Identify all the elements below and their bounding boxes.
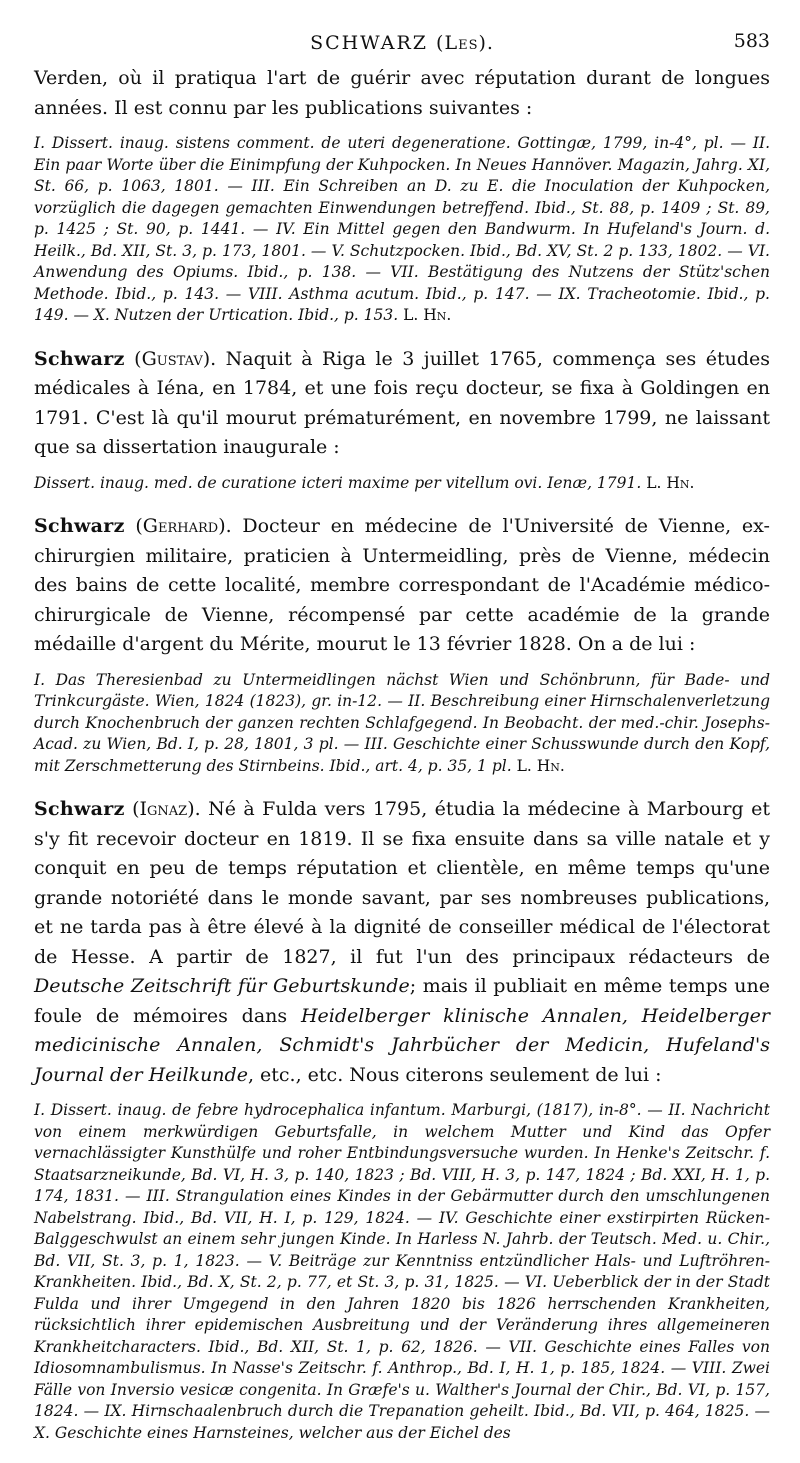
entry-continuation (34, 64, 770, 327)
gerhard-text (34, 512, 770, 660)
journal-title-2: Heidelberger klinische Annalen, Heidelberger medicinische Annalen, Schmidt's Jahrbücher der Medicin, Hufeland's Journal der Heilkunde (34, 1004, 770, 1086)
entry-schwarz-gerhard (34, 512, 770, 777)
gustav-text (34, 345, 770, 463)
intro-references (34, 133, 770, 327)
gustav-references-text: Dissert. inaug. med. de curatione icteri maxime per vitellum ovi. Ienæ, 1791. (34, 473, 642, 492)
entry-schwarz-ignaz (34, 795, 770, 1444)
entry-body: Naquit à Riga le 3 juillet 1765, commença ses études médicales à Iéna, en 1784, et une fois reçu docteur, se fixa à Goldingen en 1791. C'est là qu'il mourut prématurément, en novembre 1799, ne laissant que sa dissertation inaugurale : (34, 347, 770, 458)
intro-references-text: I. Dissert. inaug. sistens comment. de uteri degeneratione. Gottingæ, 1799, in-4°, pl. — II. Ein paar Worte über die Einimpfung der Kuhpocken. In Neues Hannöver. Magazin, Jahrg. XI, St. 66, p. 1063, 1801. — III. Ein Schreiben an D. zu E. die Inoculation der Kuhpocken, vorzüglich die dagegen gemachten Einwendungen betreffend. Ibid., St. 88, p. 1409 ; St. 89, p. 1425 ; St. 90, p. 1441. — IV. Ein Mittel gegen den Bandwurm. In Hufeland's Journ. d. Heilk., Bd. XII, St. 3, p. 173, 1801. — V. Schutzpocken. Ibid., Bd. XV, St. 2 p. 133, 1802. — VI. Anwendung des Opiums. Ibid., p. 138. — VII. Bestätigung des Nutzens der Stütz'schen Methode. Ibid., p. 143. — VIII. Asthma acutum. Ibid., p. 147. — IX. Tracheotomie. Ibid., p. 149. — X. Nutzen der Urtication. Ibid., p. 153. (34, 134, 770, 324)
page-number: 583 (733, 30, 770, 52)
intro-text: Verden, où il pratiqua l'art de guérir avec réputation durant de longues années. Il est connu par les publications suivantes : (34, 67, 770, 119)
running-title-surname: SCHWARZ (310, 32, 428, 54)
ignaz-references (34, 1100, 770, 1444)
running-title-given: (Les). (436, 32, 494, 54)
entry-given-name: (Gerhard). (135, 515, 232, 537)
entry-given-name: (Gustav). (134, 347, 217, 370)
ignaz-text (34, 795, 770, 1090)
entry-body-1: Né à Fulda vers 1795, étudia la médecine à Marbourg et s'y fit recevoir docteur en 1819. Il se fixa ensuite dans sa ville natale et y conquit en peu de temps réputation et clientèle, en même temps qu'une grande notoriété dans le monde savant, par ses nombreuses publications, et ne tarda pas à être élevé à la dignité de conseiller médical de l'électorat de Hesse. A partir de 1827, il fut l'un des principaux rédacteurs de (34, 798, 770, 968)
entry-name: Schwarz (34, 347, 125, 370)
page-header (34, 28, 770, 64)
journal-title-1: Deutsche Zeitschrift für Geburtskunde (34, 975, 410, 997)
entry-name: Schwarz (34, 515, 125, 537)
running-title (34, 32, 770, 54)
author-initials: L. Hn. (403, 306, 452, 324)
gustav-references (34, 473, 770, 495)
author-initials: L. Hn. (516, 756, 565, 775)
entry-schwarz-gustav (34, 345, 770, 495)
ignaz-references-text: I. Dissert. inaug. de febre hydrocephalica infantum. Marburgi, (1817), in-8°. — II. Nachricht von einem merkwürdigen Geburtsfalle, in welchem Mutter und Kind das Opfer vernachlässigter Kunsthülfe und roher Entbindungsversuche wurden. In Henke's Zeitschr. f. Staatsarzneikunde, Bd. VI, H. 3, p. 140, 1823 ; Bd. VIII, H. 3, p. 147, 1824 ; Bd. XXI, H. 1, p. 174, 1831. — III. Strangulation eines Kindes in der Gebärmutter durch den umschlungenen Nabelstrang. Ibid., Bd. VII, H. I, p. 129, 1824. — IV. Geschichte einer exstirpirten Rücken-Balggeschwulst an einem sehr jungen Kinde. In Harless N. Jahrb. der Teutsch. Med. u. Chir., Bd. VII, St. 3, p. 1, 1823. — V. Beiträge zur Kenntniss entzündlicher Hals- und Luftröhren-Krankheiten. Ibid., Bd. X, St. 2, p. 77, et St. 3, p. 31, 1825. — VI. Ueberblick der in der Stadt Fulda und ihrer Umgegend in den Jahren 1820 bis 1826 herrschenden Krankheiten, rücksichtlich ihrer epidemischen Ausbreitung und der Veränderung ihres allgemeineren Krankheitcharacters. Ibid., Bd. XII, St. 1, p. 62, 1826. — VII. Geschichte eines Falles von Idiosomnambulismus. In Nasse's Zeitschr. f. Anthrop., Bd. I, H. 1, p. 185, 1824. — VIII. Zwei Fälle von Inversio vesicæ congenita. In Græfe's u. Walther's Journal der Chir., Bd. VI, p. 157, 1824. — IX. Hirnschaalenbruch durch die Trepanation geheilt. Ibid., Bd. VII, p. 464, 1825. — X. Geschichte eines Harnsteines, welcher aus der Eichel des (34, 1101, 770, 1442)
entry-body-3: , etc., etc. Nous citerons seulement de lui : (247, 1063, 662, 1086)
gerhard-references (34, 670, 770, 778)
entry-given-name: (Ignaz). (132, 798, 201, 820)
entry-name: Schwarz (34, 798, 125, 820)
entry-body: Docteur en médecine de l'Université de Vienne, ex-chirurgien militaire, praticien à Untermeidling, près de Vienne, médecin des bains de cette localité, membre correspondant de l'Académie médico-chirurgicale de Vienne, récompensé par cette académie de la grande médaille d'argent du Mérite, mourut le 13 février 1828. On a de lui : (34, 515, 770, 655)
author-initials: L. Hn. (646, 473, 695, 492)
entry-body-2: ; mais il publiait en même temps une foule de mémoires dans (34, 975, 770, 1027)
gerhard-references-text: I. Das Theresienbad zu Untermeidlingen nächst Wien und Schönbrunn, für Bade- und Trinkcurgäste. Wien, 1824 (1823), gr. in-12. — II. Beschreibung einer Hirnschalenverletzung durch Knochenbruch der ganzen rechten Schlafgegend. In Beobacht. der med.-chir. Josephs-Acad. zu Wien, Bd. I, p. 28, 1801, 3 pl. — III. Geschichte einer Schusswunde durch den Kopf, mit Zerschmetterung des Stirnbeins. Ibid., art. 4, p. 35, 1 pl. (34, 670, 770, 775)
